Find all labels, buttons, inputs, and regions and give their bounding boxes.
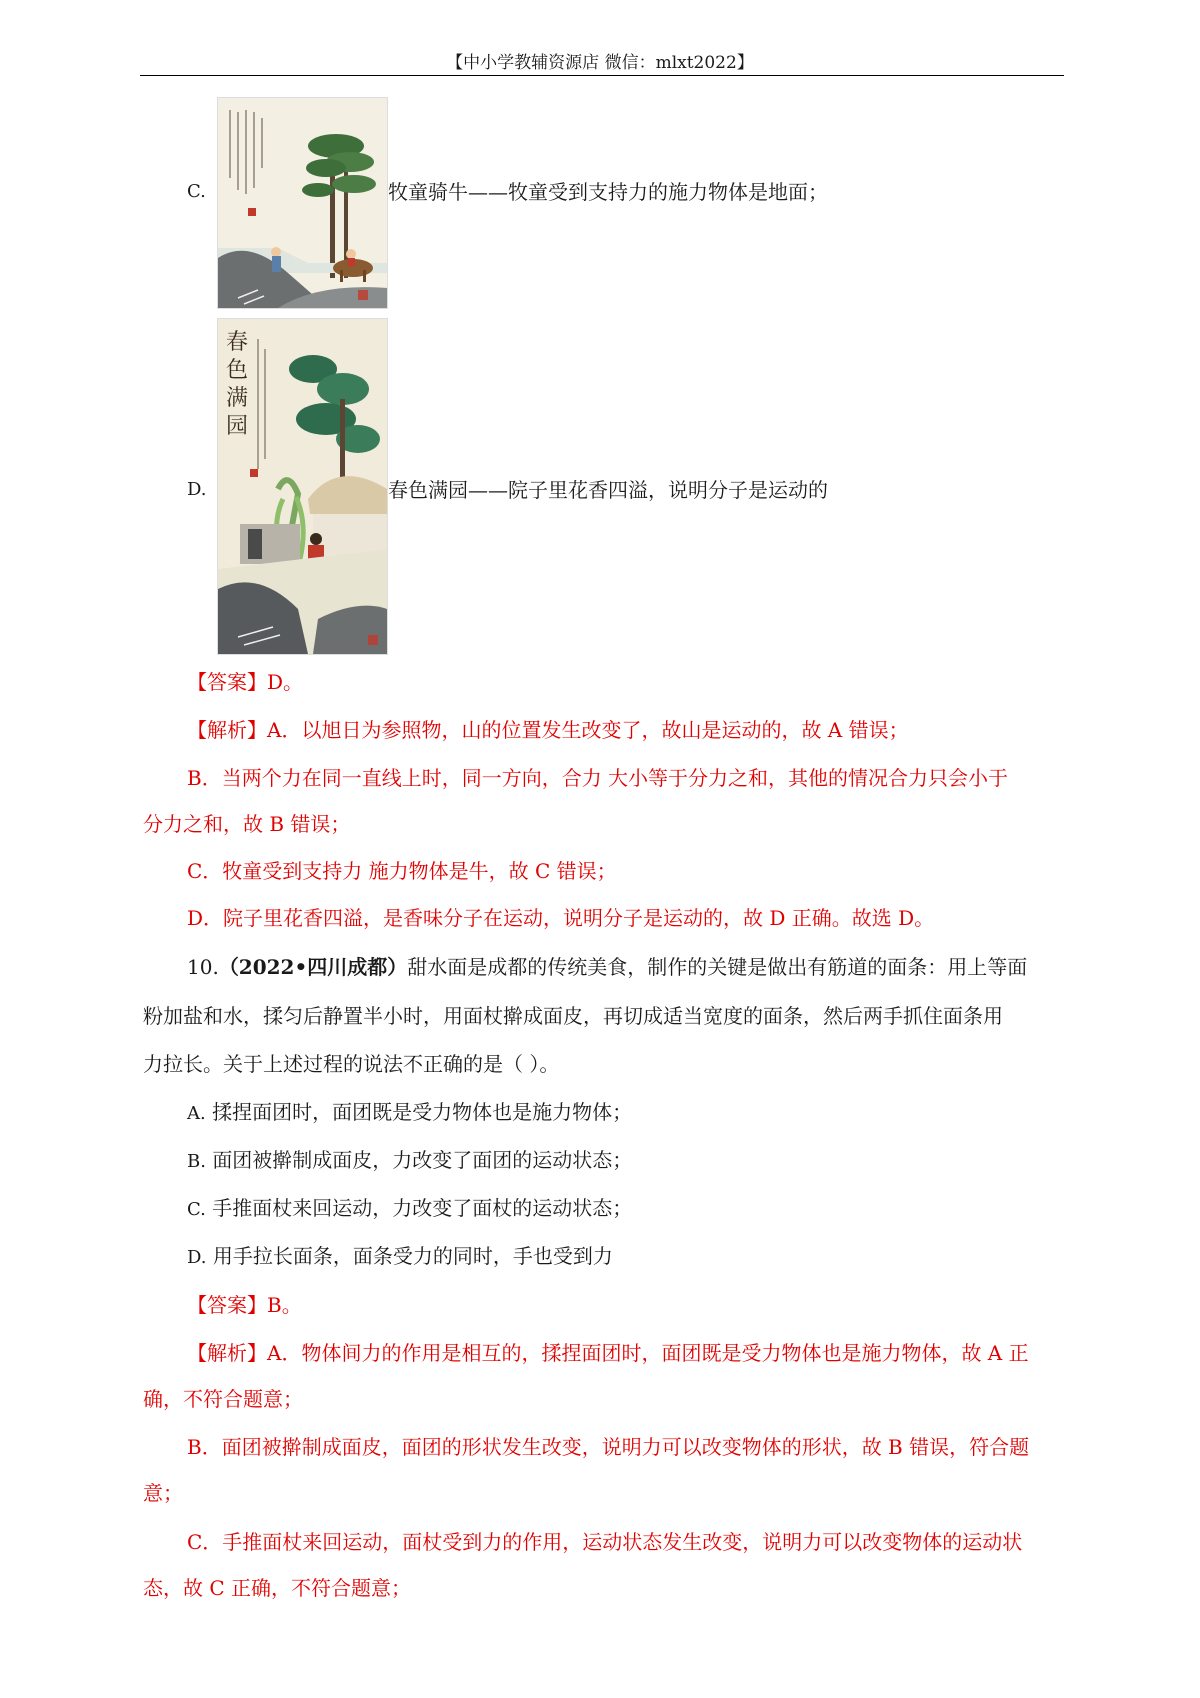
- q10-analysis-b1: B．面团被擀制成面皮，面团的形状发生改变，说明力可以改变物体的形状，故 B 错误，符合题: [187, 1435, 1030, 1459]
- option-c-label: C.: [187, 181, 206, 202]
- q9-analysis-d: D．院子里花香四溢，是香味分子在运动，说明分子是运动的，故 D 正确。故选 D。: [187, 906, 935, 930]
- question-source: （2022•四川成都）: [218, 955, 408, 979]
- answer-value: B。: [267, 1293, 302, 1317]
- analysis-text: A．物体间力的作用是相互的，揉捏面团时，面团既是受力物体也是施力物体，故 A 正: [267, 1341, 1029, 1365]
- question-stem: 甜水面是成都的传统美食，制作的关键是做出有筋道的面条：用上等面: [407, 955, 1028, 979]
- answer-tag: 【答案】: [187, 1293, 267, 1317]
- q10-option-c: [187, 1194, 632, 1224]
- painting-title-glyph: 色: [226, 358, 249, 383]
- q9-analysis-a: [187, 716, 909, 744]
- painting-title-glyph: 满: [226, 386, 249, 411]
- option-label: A.: [187, 1103, 206, 1124]
- option-text: 手推面杖来回运动，力改变了面杖的运动状态；: [212, 1196, 633, 1220]
- q10-stem-line1: [187, 953, 1027, 981]
- analysis-text: A．以旭日为参照物，山的位置发生改变了，故山是运动的，故 A 错误；: [267, 718, 909, 742]
- header-divider: [140, 75, 1064, 76]
- q10-analysis-c2: 态，故 C 正确，不符合题意；: [143, 1576, 412, 1600]
- q10-option-b: [187, 1146, 632, 1176]
- q10-option-a: [187, 1098, 632, 1128]
- question-number: 10.: [187, 955, 219, 979]
- option-label: B.: [187, 1151, 206, 1172]
- option-label: D.: [187, 1247, 207, 1268]
- q9-analysis-c: C．牧童受到支持力 施力物体是牛，故 C 错误；: [187, 859, 617, 883]
- q10-analysis-b2: 意；: [143, 1481, 183, 1505]
- option-d-label: D.: [187, 479, 207, 500]
- answer-value: D。: [267, 670, 304, 694]
- q10-option-d: [187, 1242, 613, 1272]
- option-c-text: 牧童骑牛——牧童受到支持力的施力物体是地面；: [388, 180, 828, 204]
- painting-herder-on-ox: [217, 97, 388, 309]
- answer-tag: 【答案】: [187, 670, 267, 694]
- q10-answer: [187, 1291, 302, 1319]
- q10-stem-line2: 粉加盐和水，揉匀后静置半小时，用面杖擀成面皮，再切成适当宽度的面条，然后两手抓住面条用: [143, 1004, 1003, 1028]
- q10-analysis-c1: C．手推面杖来回运动，面杖受到力的作用，运动状态发生改变，说明力可以改变物体的运动状: [187, 1530, 1023, 1554]
- painting-title-glyph: 春: [226, 330, 249, 355]
- q9-analysis-b1: B．当两个力在同一直线上时，同一方向，合力 大小等于分力之和，其他的情况合力只会小于: [187, 766, 1009, 790]
- q10-stem-line3: 力拉长。关于上述过程的说法不正确的是（ ）。: [143, 1052, 560, 1076]
- analysis-tag: 【解析】: [187, 1341, 267, 1365]
- option-text: 用手拉长面条，面条受力的同时，手也受到力: [212, 1244, 613, 1268]
- q10-analysis-a1: [187, 1339, 1029, 1367]
- option-label: C.: [187, 1199, 206, 1220]
- page-header: 【中小学教辅资源店 微信：mlxt2022】: [446, 53, 754, 73]
- option-d-text: 春色满园——院子里花香四溢，说明分子是运动的: [388, 478, 828, 502]
- analysis-tag: 【解析】: [187, 718, 267, 742]
- q9-analysis-b2: 分力之和，故 B 错误；: [143, 812, 351, 836]
- painting-title-glyph: 园: [226, 414, 249, 439]
- option-text: 面团被擀制成面皮，力改变了面团的运动状态；: [212, 1148, 633, 1172]
- option-text: 揉捏面团时，面团既是受力物体也是施力物体；: [212, 1100, 633, 1124]
- painting-spring-garden: [217, 318, 388, 655]
- q10-analysis-a2: 确，不符合题意；: [143, 1387, 303, 1411]
- q9-answer: [187, 668, 303, 696]
